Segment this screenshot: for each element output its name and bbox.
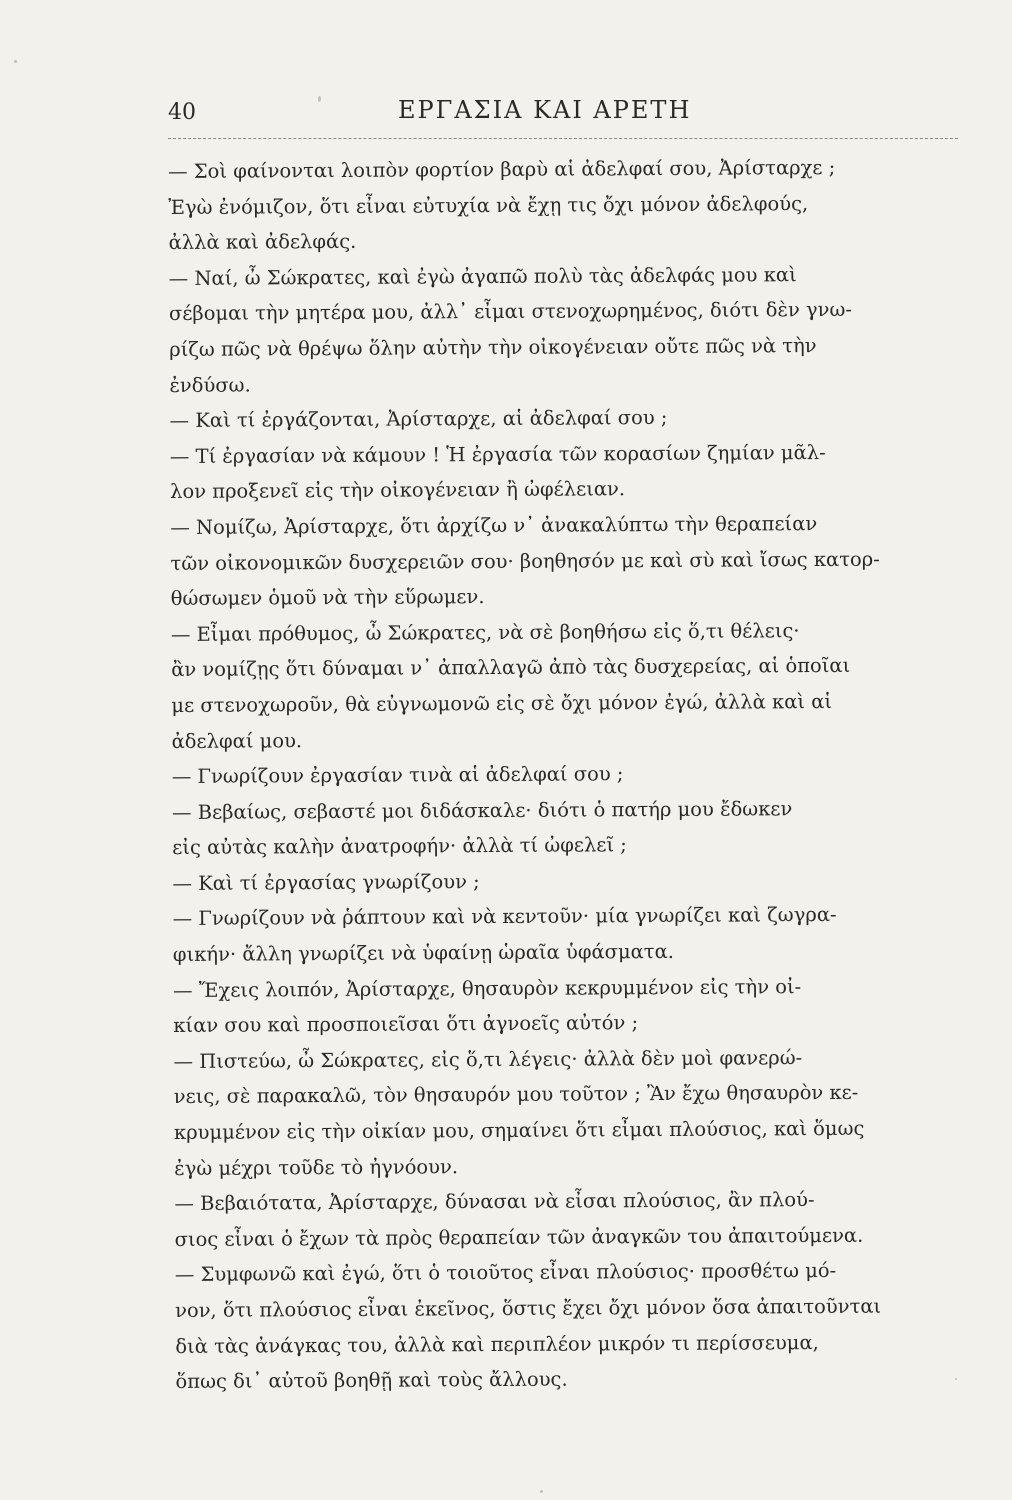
text-line: — Συμφωνῶ καὶ ἐγώ, ὅτι ὁ τοιοῦτος εἶναι πλούσιος· προσθέτω μό- bbox=[174, 1259, 837, 1287]
text-line: σέβομαι τὴν μητέρα μου, ἀλλ᾽ εἶμαι στενοχωρημένος, διότι δὲν γνω- bbox=[168, 298, 853, 326]
text-line: — Βεβαιότατα, Ἀρίσταρχε, δύνασαι νὰ εἶσαι πλούσιος, ἂν πλού- bbox=[174, 1188, 815, 1216]
text-line: τῶν οἰκονομικῶν δυσχερειῶν σου· βοηθησόν με καὶ σὺ καὶ ἴσως κατορ- bbox=[170, 547, 880, 575]
text-line: νον, ὅτι πλούσιος εἶναι ἐκεῖνος, ὅστις ἔχει ὄχι μόνον ὅσα ἀπαιτοῦνται bbox=[174, 1294, 882, 1322]
paper-speck bbox=[318, 96, 321, 102]
page-body bbox=[168, 149, 976, 1400]
page-header bbox=[168, 92, 958, 132]
text-line: — Καὶ τί ἐργασίας γνωρίζουν ; bbox=[172, 869, 480, 895]
text-line: εἰς αὐτὰς καλὴν ἀνατροφήν· ἀλλὰ τί ὠφελεῖ ; bbox=[172, 833, 627, 860]
paper-speck bbox=[540, 1490, 543, 1493]
text-line: — Ναί, ὦ Σώκρατες, καὶ ἐγὼ ἀγαπῶ πολὺ τὰς ἀδελφάς μου καὶ bbox=[168, 262, 797, 290]
text-line: Ἐγὼ ἐνόμιζον, ὅτι εἶναι εὐτυχία νὰ ἔχῃ τις ὄχι μόνον ἀδελφούς, bbox=[168, 191, 809, 219]
text-line: ἂν νομίζῃς ὅτι δύναμαι ν᾽ ἀπαλλαγῶ ἀπὸ τὰς δυσχερείας, αἱ ὁποῖαι bbox=[171, 654, 851, 682]
text-line: ὅπως δι᾽ αὐτοῦ βοηθῇ καὶ τοὺς ἄλλους. bbox=[175, 1367, 568, 1394]
text-line: — Καὶ τί ἐργάζονται, Ἀρίσταρχε, αἱ ἀδελφαί σου ; bbox=[169, 406, 668, 433]
text-line: σιος εἶναι ὁ ἔχων τὰ πρὸς θεραπείαν τῶν ἀναγκῶν του ἀπαιτούμενα. bbox=[174, 1223, 864, 1251]
page-number: 40 bbox=[168, 100, 196, 125]
text-line: ἐνδύσω. bbox=[169, 373, 251, 397]
text-line: ἐγὼ μέχρι τοῦδε τὸ ἠγνόουν. bbox=[174, 1154, 459, 1180]
text-line: — Βεβαίως, σεβαστέ μοι διδάσκαλε· διότι ὁ πατήρ μου ἔδωκεν bbox=[171, 796, 793, 824]
text-line: ρίζω πῶς νὰ θρέψω ὅλην αὐτὴν τὴν οἰκογένειαν οὔτε πῶς νὰ τὴν bbox=[169, 334, 817, 361]
text-line: ἀδελφαί μου. bbox=[171, 728, 303, 753]
text-line: — Γνωρίζουν νὰ ῥάπτουν καὶ νὰ κεντοῦν· μία γνωρίζει καὶ ζωγρα- bbox=[172, 903, 837, 931]
text-line: θώσωμεν ὁμοῦ νὰ τὴν εὕρωμεν. bbox=[170, 585, 485, 611]
text-line: με στενοχωροῦν, θὰ εὐγνωμονῶ εἰς σὲ ὄχι μόνον ἐγώ, ἀλλὰ καὶ αἱ bbox=[171, 689, 833, 717]
text-line: διὰ τὰς ἀνάγκας του, ἀλλὰ καὶ περιπλέον μικρόν τι περίσσευμα, bbox=[175, 1330, 819, 1358]
text-line: — Πιστεύω, ὦ Σώκρατες, εἰς ὅ,τι λέγεις· ἀλλὰ δὲν μοὶ φανερώ- bbox=[173, 1045, 803, 1073]
text-line: — Ἔχεις λοιπόν, Ἀρίσταρχε, θησαυρὸν κεκρυμμένον εἰς τὴν οἰ- bbox=[173, 974, 802, 1002]
text-line: φικήν· ἄλλη γνωρίζει νὰ ὑφαίνῃ ὡραῖα ὑφάσματα. bbox=[172, 939, 674, 967]
text-line: νεις, σὲ παρακαλῶ, τὸν θησαυρόν μου τοῦτον ; Ἂν ἔχω θησαυρὸν κε- bbox=[173, 1081, 859, 1109]
paper-speck bbox=[955, 1378, 957, 1380]
running-title: ΕΡΓΑΣΙΑ ΚΑΙ ΑΡΕΤΗ bbox=[398, 96, 692, 124]
header-rule bbox=[168, 138, 958, 139]
paper-speck bbox=[14, 60, 17, 63]
text-line: λον προξενεῖ εἰς τὴν οἰκογένειαν ἢ ὠφέλειαν. bbox=[169, 477, 626, 504]
text-line: — Νομίζω, Ἀρίσταρχε, ὅτι ἀρχίζω ν᾽ ἀνακαλύπτω τὴν θεραπείαν bbox=[170, 511, 818, 539]
text-line: — Σοὶ φαίνονται λοιπὸν φορτίον βαρὺ αἱ ἀδελφαί σου, Ἀρίσταρχε ; bbox=[168, 155, 836, 183]
text-line: — Γνωρίζουν ἐργασίαν τινὰ αἱ ἀδελφαί σου ; bbox=[171, 762, 624, 789]
text-line: — Τί ἐργασίαν νὰ κάμουν ! Ἡ ἐργασία τῶν κορασίων ζημίαν μᾶλ- bbox=[169, 440, 826, 468]
text-line: κίαν σου καὶ προσποιεῖσαι ὅτι ἀγνοεῖς αὐτόν ; bbox=[173, 1011, 639, 1038]
text-line: ἀλλὰ καὶ ἀδελφάς. bbox=[168, 230, 357, 255]
text-line: — Εἶμαι πρόθυμος, ὦ Σώκρατες, νὰ σὲ βοηθήσω εἰς ὅ,τι θέλεις· bbox=[170, 618, 800, 646]
text-line: κρυμμένον εἰς τὴν οἰκίαν μου, σημαίνει ὅτι εἶμαι πλούσιος, καὶ ὅμως bbox=[173, 1116, 865, 1145]
